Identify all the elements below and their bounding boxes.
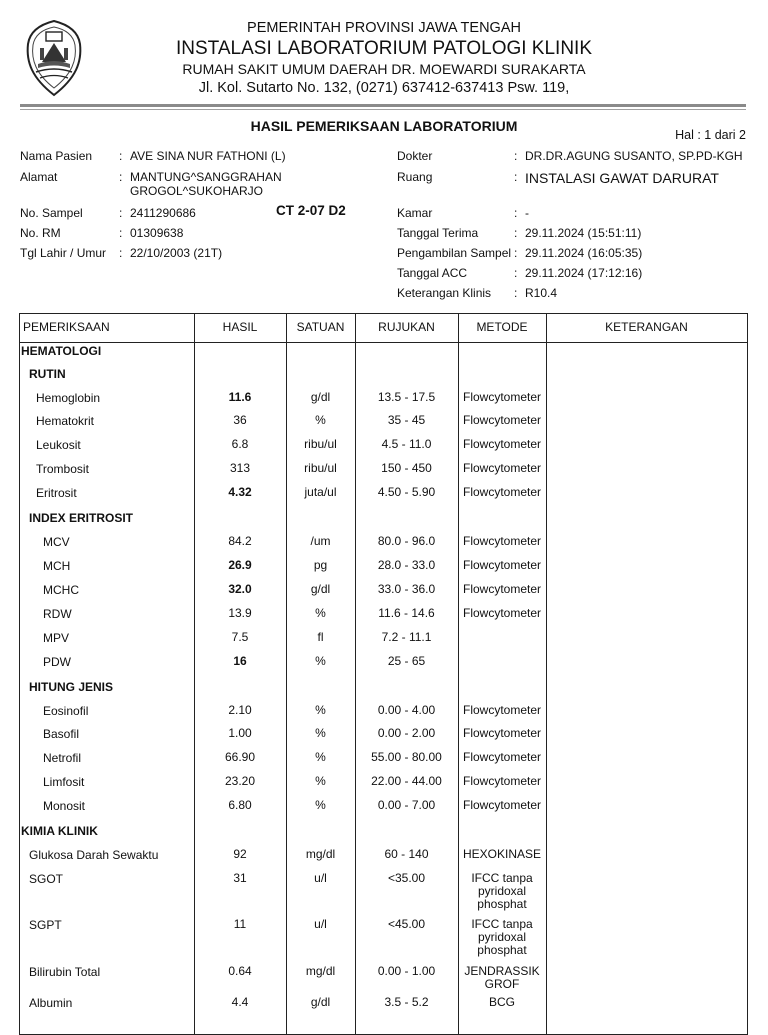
test-result: 7.5 [231, 630, 249, 644]
test-method: Flowcytometer [462, 750, 542, 764]
test-name: MPV [43, 631, 70, 645]
test-unit: ribu/ul [304, 437, 337, 451]
column-header-keterangan: KETERANGAN [605, 320, 688, 334]
label-kamar: Kamar [397, 206, 433, 220]
colon: : [119, 226, 123, 240]
label-pengambilan-sampel: Pengambilan Sampel [397, 246, 512, 260]
results-table [19, 313, 748, 1035]
test-reference: 11.6 - 14.6 [378, 606, 435, 620]
column-header-rujukan: RUJUKAN [378, 320, 435, 334]
test-result: 11.6 [228, 390, 252, 404]
colon: : [514, 206, 518, 220]
test-result: 84.2 [228, 534, 252, 548]
label-dokter: Dokter [397, 149, 433, 163]
test-method: Flowcytometer [462, 774, 542, 788]
test-unit: % [315, 726, 326, 740]
test-method: Flowcytometer [462, 558, 542, 572]
test-reference: 0.00 - 1.00 [377, 964, 436, 978]
test-unit: % [315, 750, 326, 764]
test-unit: u/l [314, 871, 327, 885]
test-result: 32.0 [228, 582, 252, 596]
group-title: RUTIN [29, 367, 66, 381]
test-method: HEXOKINASE [462, 847, 542, 861]
group-title: INDEX ERITROSIT [29, 511, 134, 525]
colon: : [514, 149, 518, 163]
test-name: Basofil [43, 727, 80, 741]
test-result: 23.20 [224, 774, 256, 788]
colon: : [514, 246, 518, 260]
test-result: 31 [233, 871, 247, 885]
test-name: MCV [43, 535, 70, 549]
label-tgl-lahir: Tgl Lahir / Umur [20, 246, 107, 260]
test-unit: g/dl [310, 582, 331, 596]
test-result: 6.80 [228, 798, 252, 812]
value-ruang: INSTALASI GAWAT DARURAT [525, 170, 719, 186]
value-tgl-lahir: 22/10/2003 (21T) [130, 246, 223, 260]
value-alamat-1: MANTUNG^SANGGRAHAN [130, 170, 282, 184]
column-divider [546, 314, 547, 1034]
test-method: JENDRASSIK GROF [464, 964, 540, 991]
test-unit: % [315, 798, 326, 812]
test-reference: 0.00 - 4.00 [377, 703, 436, 717]
test-name: Eosinofil [43, 704, 89, 718]
test-name: Limfosit [43, 775, 85, 789]
value-tanggal-acc: 29.11.2024 (17:12:16) [525, 266, 643, 280]
test-unit: u/l [314, 917, 327, 931]
colon: : [119, 246, 123, 260]
test-unit: juta/ul [304, 485, 337, 499]
test-reference: 22.00 - 44.00 [371, 774, 442, 788]
test-unit: mg/dl [305, 964, 336, 978]
test-reference: 150 - 450 [381, 461, 432, 475]
label-no-sampel: No. Sampel [20, 206, 83, 220]
test-unit: % [315, 606, 326, 620]
value-kamar: - [525, 206, 529, 220]
test-method: Flowcytometer [462, 437, 542, 451]
label-tanggal-terima: Tanggal Terima [397, 226, 479, 240]
test-result: 2.10 [228, 703, 252, 717]
test-result: 4.32 [228, 485, 252, 499]
header-divider [20, 104, 746, 107]
test-result: 0.64 [228, 964, 252, 978]
test-reference: 55.00 - 80.00 [371, 750, 442, 764]
test-result: 16 [233, 654, 247, 668]
test-name: Bilirubin Total [29, 965, 101, 979]
test-result: 66.90 [224, 750, 256, 764]
test-unit: ribu/ul [304, 461, 337, 475]
test-method: Flowcytometer [462, 390, 542, 404]
header-divider-thin [20, 109, 746, 110]
label-alamat: Alamat [20, 170, 58, 184]
test-result: 26.9 [228, 558, 252, 572]
test-name: Netrofil [43, 751, 82, 765]
test-reference: 60 - 140 [384, 847, 429, 861]
colon: : [514, 226, 518, 240]
test-method: Flowcytometer [462, 582, 542, 596]
test-unit: pg [313, 558, 328, 572]
test-name: Albumin [29, 996, 73, 1010]
value-dokter: DR.DR.AGUNG SUSANTO, SP.PD-KGH [525, 149, 743, 163]
test-result: 92 [233, 847, 247, 861]
test-name: SGOT [29, 872, 64, 886]
test-name: Monosit [43, 799, 86, 813]
test-method: Flowcytometer [462, 485, 542, 499]
test-method: Flowcytometer [462, 461, 542, 475]
colon: : [119, 170, 123, 184]
test-reference: 0.00 - 2.00 [377, 726, 436, 740]
test-reference: <45.00 [387, 917, 426, 931]
test-method: Flowcytometer [462, 413, 542, 427]
label-no-rm: No. RM [20, 226, 61, 240]
colon: : [119, 206, 123, 220]
test-unit: % [315, 654, 326, 668]
test-name: Glukosa Darah Sewaktu [29, 848, 159, 862]
test-result: 313 [229, 461, 251, 475]
section-title: KIMIA KLINIK [21, 824, 98, 838]
label-nama-pasien: Nama Pasien [20, 149, 93, 163]
ct-code: CT 2-07 D2 [276, 203, 346, 218]
test-unit: mg/dl [305, 847, 336, 861]
test-method: IFCC tanpa pyridoxal phosphat [471, 917, 533, 957]
test-name: RDW [43, 607, 72, 621]
test-unit: % [315, 703, 326, 717]
test-name: Hematokrit [36, 414, 95, 428]
column-header-hasil: HASIL [222, 320, 258, 334]
header-hospital: RUMAH SAKIT UMUM DAERAH DR. MOEWARDI SURAKARTA [182, 61, 586, 77]
test-name: Hemoglobin [36, 391, 101, 405]
test-reference: 3.5 - 5.2 [384, 995, 429, 1009]
test-name: MCHC [43, 583, 79, 597]
label-tanggal-acc: Tanggal ACC [397, 266, 468, 280]
test-name: Leukosit [36, 438, 81, 452]
colon: : [514, 266, 518, 280]
value-pengambilan-sampel: 29.11.2024 (16:05:35) [525, 246, 643, 260]
page-title: HASIL PEMERIKSAAN LABORATORIUM [250, 118, 518, 134]
test-result: 11 [233, 917, 247, 931]
test-name: Eritrosit [36, 486, 77, 500]
test-result: 36 [233, 413, 247, 427]
column-header-satuan: SATUAN [296, 320, 345, 334]
test-reference: 25 - 65 [387, 654, 426, 668]
header-address: Jl. Kol. Sutarto No. 132, (0271) 637412-637413 Psw. 119, [198, 80, 570, 96]
test-method: Flowcytometer [462, 726, 542, 740]
test-reference: 7.2 - 11.1 [381, 630, 432, 644]
value-no-rm: 01309638 [130, 226, 184, 240]
test-reference: <35.00 [387, 871, 426, 885]
colon: : [119, 149, 123, 163]
section-title: HEMATOLOGI [21, 344, 102, 358]
test-reference: 0.00 - 7.00 [377, 798, 436, 812]
test-name: MCH [43, 559, 71, 573]
test-unit: % [315, 774, 326, 788]
test-method: Flowcytometer [462, 798, 542, 812]
header-institution: INSTALASI LABORATORIUM PATOLOGI KLINIK [176, 38, 592, 59]
test-unit: % [315, 413, 326, 427]
test-reference: 4.5 - 11.0 [381, 437, 432, 451]
column-divider [458, 314, 459, 1034]
header-divider-line [20, 342, 747, 343]
column-header-metode: METODE [476, 320, 528, 334]
value-keterangan-klinis: R10.4 [525, 286, 558, 300]
column-header-pemeriksaan: PEMERIKSAAN [23, 320, 110, 334]
colon: : [514, 286, 518, 300]
test-result: 4.4 [231, 995, 249, 1009]
colon: : [514, 170, 518, 184]
test-method: Flowcytometer [462, 703, 542, 717]
page-number: Hal : 1 dari 2 [675, 128, 746, 142]
test-method: Flowcytometer [462, 534, 542, 548]
header-government: PEMERINTAH PROVINSI JAWA TENGAH [247, 20, 521, 36]
test-reference: 33.0 - 36.0 [377, 582, 436, 596]
test-reference: 4.50 - 5.90 [377, 485, 436, 499]
value-alamat-2: GROGOL^SUKOHARJO [130, 184, 263, 198]
label-ruang: Ruang [397, 170, 433, 184]
test-unit: /um [310, 534, 331, 548]
test-name: PDW [43, 655, 71, 669]
label-keterangan-klinis: Keterangan Klinis [397, 286, 492, 300]
test-reference: 13.5 - 17.5 [377, 390, 436, 404]
test-unit: g/dl [310, 390, 331, 404]
test-method: BCG [488, 995, 515, 1009]
test-reference: 35 - 45 [387, 413, 426, 427]
test-result: 6.8 [231, 437, 249, 451]
test-reference: 80.0 - 96.0 [377, 534, 436, 548]
test-reference: 28.0 - 33.0 [377, 558, 436, 572]
test-result: 13.9 [228, 606, 252, 620]
test-name: Trombosit [36, 462, 89, 476]
test-unit: fl [317, 630, 324, 644]
test-method: Flowcytometer [462, 606, 542, 620]
value-no-sampel: 2411290686 [130, 206, 196, 220]
value-nama-pasien: AVE SINA NUR FATHONI (L) [130, 149, 286, 163]
value-tanggal-terima: 29.11.2024 (15:51:11) [525, 226, 642, 240]
test-result: 1.00 [228, 726, 252, 740]
test-unit: g/dl [310, 995, 331, 1009]
group-title: HITUNG JENIS [29, 680, 114, 694]
test-name: SGPT [29, 918, 62, 932]
test-method: IFCC tanpa pyridoxal phosphat [471, 871, 533, 911]
